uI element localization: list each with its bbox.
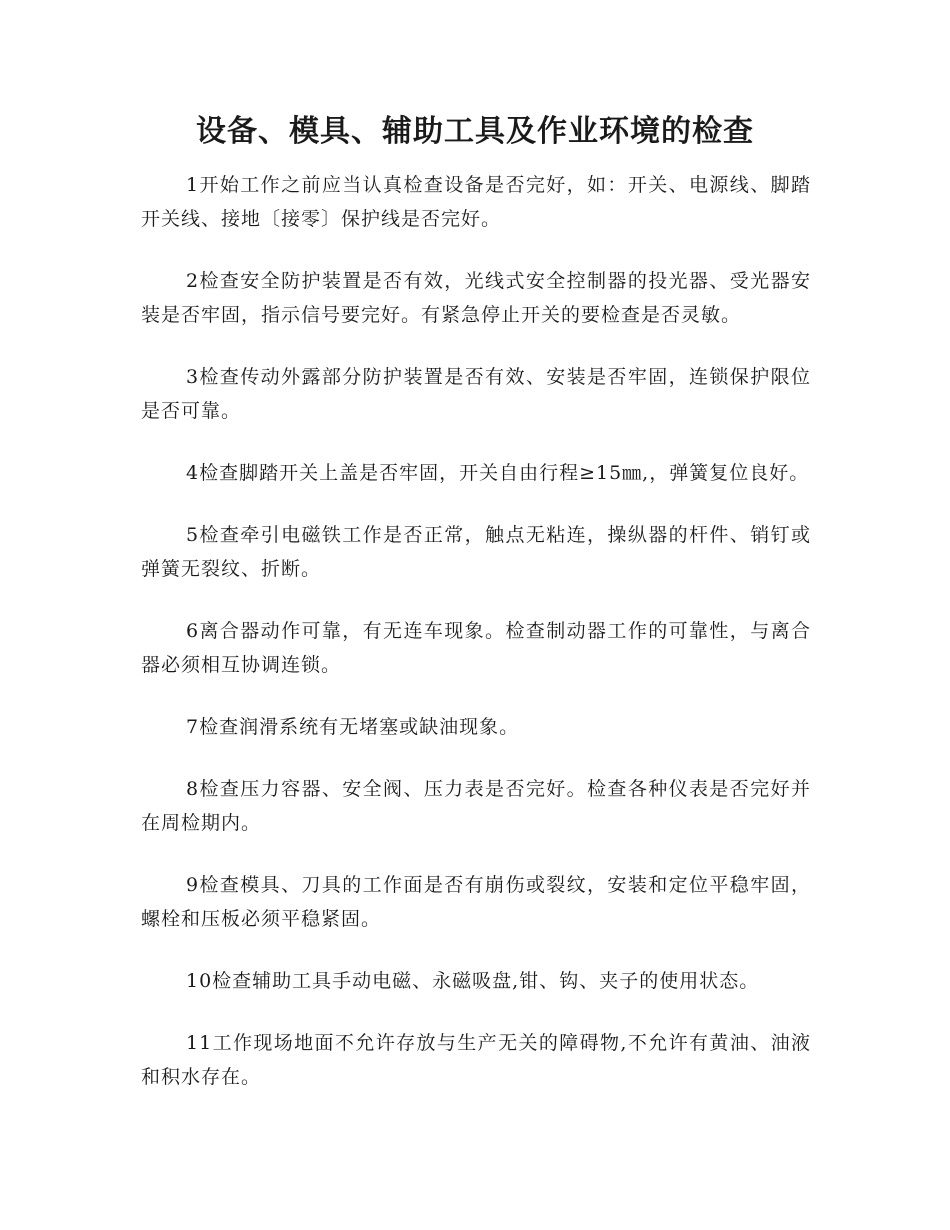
paragraph-1: 1开始工作之前应当认真检查设备是否完好，如：开关、电源线、脚踏开关线、接地〔接零〕保护线是否完好。 <box>141 174 811 230</box>
paragraph-11: 11工作现场地面不允许存放与生产无关的障碍物,不允许有黄油、油液和积水存在。 <box>141 1032 811 1088</box>
paragraph-7: 7检查润滑系统有无堵塞或缺油现象。 <box>186 716 520 738</box>
paragraph-9: 9检查模具、刀具的工作面是否有崩伤或裂纹，安装和定位平稳牢固，螺栓和压板必须平稳紧固。 <box>141 874 811 930</box>
paragraph-8: 8检查压力容器、安全阀、压力表是否完好。检查各种仪表是否完好并在周检期内。 <box>141 778 811 834</box>
paragraph-4: 4检查脚踏开关上盖是否牢固，开关自由行程≥15㎜,，弹簧复位良好。 <box>186 462 810 484</box>
paragraph-5: 5检查牵引电磁铁工作是否正常，触点无粘连，操纵器的杆件、销钉或弹簧无裂纹、折断。 <box>141 524 811 580</box>
paragraph-6: 6离合器动作可靠，有无连车现象。检查制动器工作的可靠性，与离合器必须相互协调连锁。 <box>141 620 811 676</box>
document-body <box>141 168 811 1122</box>
paragraph-10: 10检查辅助工具手动电磁、永磁吸盘,钳、钩、夹子的使用状态。 <box>186 970 760 992</box>
document-title: 设备、模具、辅助工具及作业环境的检查 <box>196 114 754 149</box>
paragraph-3: 3检查传动外露部分防护装置是否有效、安装是否牢固，连锁保护限位是否可靠。 <box>141 366 811 422</box>
paragraph-2: 2检查安全防护装置是否有效，光线式安全控制器的投光器、受光器安装是否牢固，指示信号要完好。有紧急停止开关的要检查是否灵敏。 <box>141 270 811 326</box>
